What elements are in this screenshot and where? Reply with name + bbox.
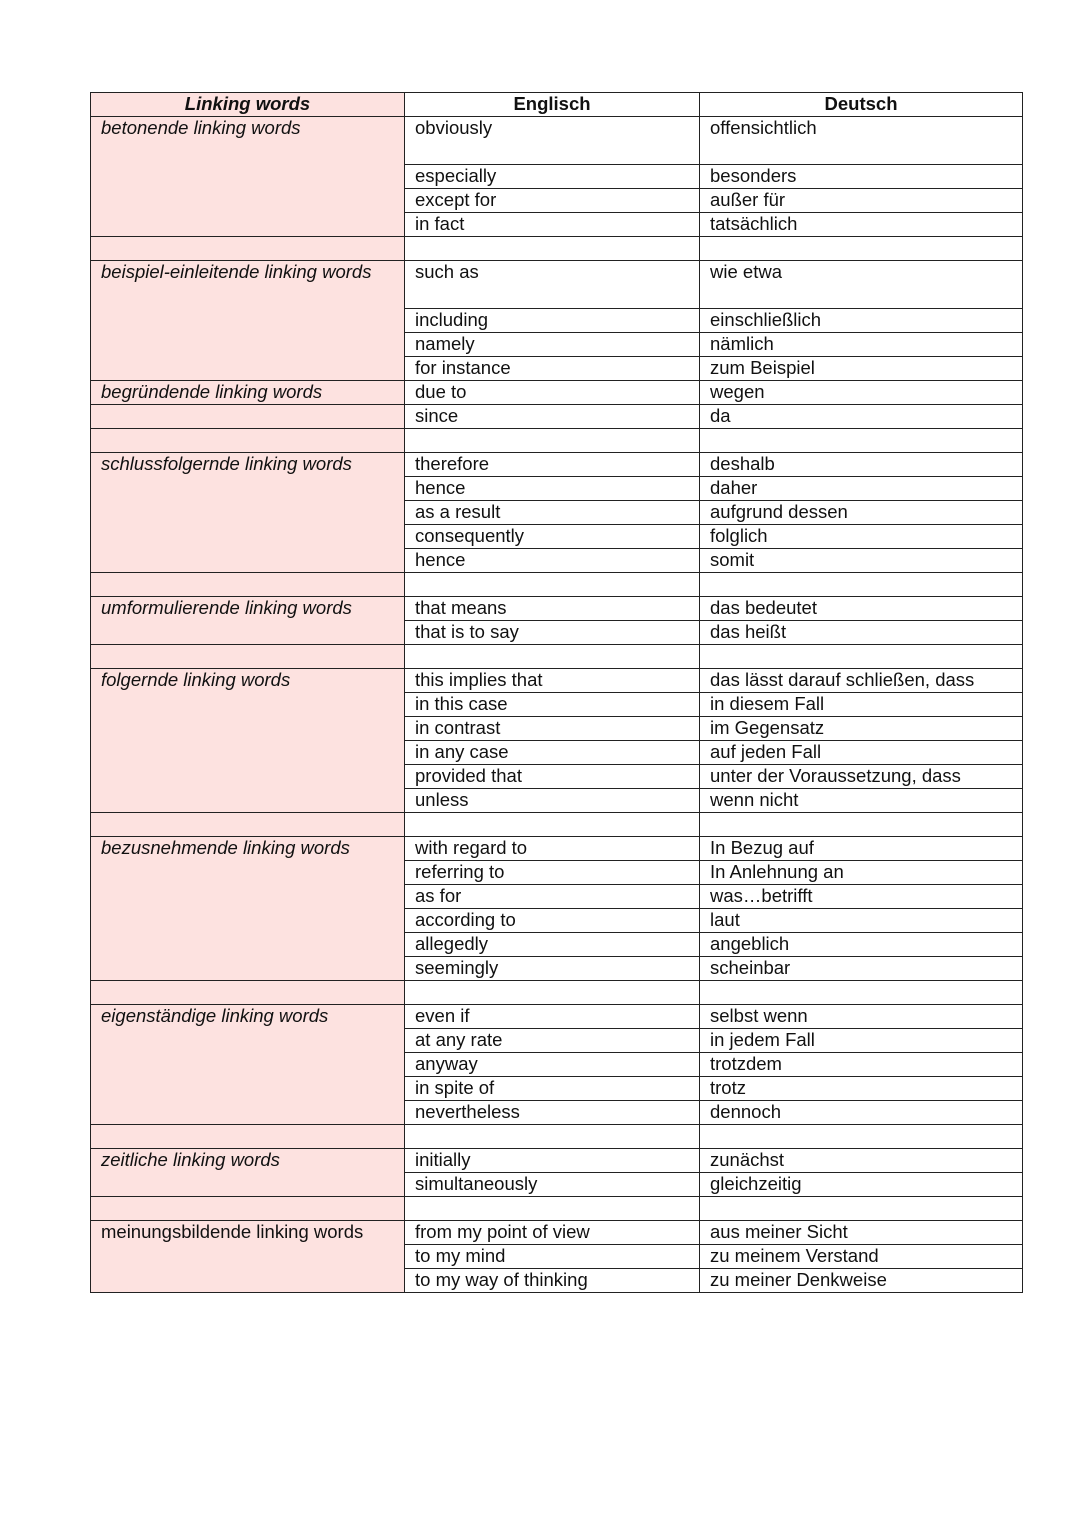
spacer-cell [91,981,405,1005]
header-linking-words: Linking words [91,93,405,117]
english-cell: in any case [405,741,700,765]
german-cell: zunächst [700,1149,1023,1173]
english-cell: seemingly [405,957,700,981]
german-cell: das bedeutet [700,597,1023,621]
spacer-row [91,573,1023,597]
english-cell: from my point of view [405,1221,700,1245]
english-cell: referring to [405,861,700,885]
spacer-cell [700,429,1023,453]
spacer-cell [700,1197,1023,1221]
table-row [91,597,1023,621]
spacer-cell [405,1125,700,1149]
table-row [91,117,1023,165]
spacer-cell [91,237,405,261]
english-cell: for instance [405,357,700,381]
german-cell: da [700,405,1023,429]
german-cell: folglich [700,525,1023,549]
german-cell: zum Beispiel [700,357,1023,381]
german-cell: aufgrund dessen [700,501,1023,525]
spacer-cell [91,573,405,597]
german-cell: das lässt darauf schließen, dass [700,669,1023,693]
spacer-cell [405,429,700,453]
english-cell: unless [405,789,700,813]
german-cell: in diesem Fall [700,693,1023,717]
spacer-cell [405,573,700,597]
category-cell: folgernde linking words [91,669,405,813]
english-cell: according to [405,909,700,933]
german-cell: trotz [700,1077,1023,1101]
category-cell: schlussfolgernde linking words [91,453,405,573]
spacer-row [91,237,1023,261]
english-cell: as for [405,885,700,909]
header-englisch: Englisch [405,93,700,117]
spacer-cell [405,237,700,261]
english-cell: especially [405,165,700,189]
english-cell: initially [405,1149,700,1173]
german-cell: In Anlehnung an [700,861,1023,885]
german-cell: einschließlich [700,309,1023,333]
table-body [91,93,1023,1293]
table-row [91,837,1023,861]
spacer-cell [405,1197,700,1221]
spacer-cell [700,237,1023,261]
table-row [91,1005,1023,1029]
linking-words-table [90,92,1023,1293]
german-cell: wie etwa [700,261,1023,309]
english-cell: to my mind [405,1245,700,1269]
english-cell: in spite of [405,1077,700,1101]
german-cell: zu meiner Denkweise [700,1269,1023,1293]
english-cell: as a result [405,501,700,525]
german-cell: was…betrifft [700,885,1023,909]
spacer-cell [700,981,1023,1005]
english-cell: this implies that [405,669,700,693]
german-cell: scheinbar [700,957,1023,981]
english-cell: due to [405,381,700,405]
german-cell: angeblich [700,933,1023,957]
english-cell: hence [405,477,700,501]
german-cell: gleichzeitig [700,1173,1023,1197]
category-cell-empty [91,405,405,429]
category-cell: beispiel-einleitende linking words [91,261,405,381]
german-cell: besonders [700,165,1023,189]
table-row [91,381,1023,405]
english-cell: consequently [405,525,700,549]
category-cell: bezusnehmende linking words [91,837,405,981]
german-cell: nämlich [700,333,1023,357]
german-cell: offensichtlich [700,117,1023,165]
german-cell: außer für [700,189,1023,213]
english-cell: in this case [405,693,700,717]
german-cell: wegen [700,381,1023,405]
english-cell: in contrast [405,717,700,741]
spacer-row [91,1125,1023,1149]
english-cell: with regard to [405,837,700,861]
spacer-cell [91,1197,405,1221]
english-cell: even if [405,1005,700,1029]
german-cell: somit [700,549,1023,573]
spacer-cell [405,981,700,1005]
english-cell: obviously [405,117,700,165]
category-cell: umformulierende linking words [91,597,405,645]
english-cell: since [405,405,700,429]
spacer-cell [700,813,1023,837]
table-row [91,1221,1023,1245]
table-row [91,261,1023,309]
spacer-cell [405,645,700,669]
german-cell: trotzdem [700,1053,1023,1077]
spacer-cell [700,645,1023,669]
german-cell: in jedem Fall [700,1029,1023,1053]
german-cell: auf jeden Fall [700,741,1023,765]
spacer-row [91,1197,1023,1221]
german-cell: wenn nicht [700,789,1023,813]
english-cell: namely [405,333,700,357]
table-row [91,453,1023,477]
english-cell: therefore [405,453,700,477]
english-cell: anyway [405,1053,700,1077]
german-cell: In Bezug auf [700,837,1023,861]
category-cell: meinungsbildende linking words [91,1221,405,1293]
category-cell: betonende linking words [91,117,405,237]
spacer-cell [91,429,405,453]
german-cell: tatsächlich [700,213,1023,237]
german-cell: laut [700,909,1023,933]
german-cell: aus meiner Sicht [700,1221,1023,1245]
header-deutsch: Deutsch [700,93,1023,117]
english-cell: that means [405,597,700,621]
english-cell: that is to say [405,621,700,645]
english-cell: except for [405,189,700,213]
table-row [91,1149,1023,1173]
table-row [91,669,1023,693]
german-cell: selbst wenn [700,1005,1023,1029]
table-row [91,405,1023,429]
english-cell: nevertheless [405,1101,700,1125]
english-cell: at any rate [405,1029,700,1053]
german-cell: zu meinem Verstand [700,1245,1023,1269]
spacer-row [91,429,1023,453]
english-cell: to my way of thinking [405,1269,700,1293]
spacer-cell [91,645,405,669]
spacer-cell [700,573,1023,597]
spacer-row [91,981,1023,1005]
german-cell: das heißt [700,621,1023,645]
category-cell: begründende linking words [91,381,405,405]
category-cell: eigenständige linking words [91,1005,405,1125]
spacer-cell [91,813,405,837]
table-header-row [91,93,1023,117]
german-cell: im Gegensatz [700,717,1023,741]
spacer-cell [700,1125,1023,1149]
english-cell: in fact [405,213,700,237]
english-cell: simultaneously [405,1173,700,1197]
english-cell: provided that [405,765,700,789]
english-cell: such as [405,261,700,309]
german-cell: daher [700,477,1023,501]
spacer-cell [91,1125,405,1149]
german-cell: dennoch [700,1101,1023,1125]
english-cell: allegedly [405,933,700,957]
spacer-cell [405,813,700,837]
spacer-row [91,813,1023,837]
german-cell: deshalb [700,453,1023,477]
category-cell: zeitliche linking words [91,1149,405,1197]
english-cell: hence [405,549,700,573]
german-cell: unter der Voraussetzung, dass [700,765,1023,789]
english-cell: including [405,309,700,333]
spacer-row [91,645,1023,669]
